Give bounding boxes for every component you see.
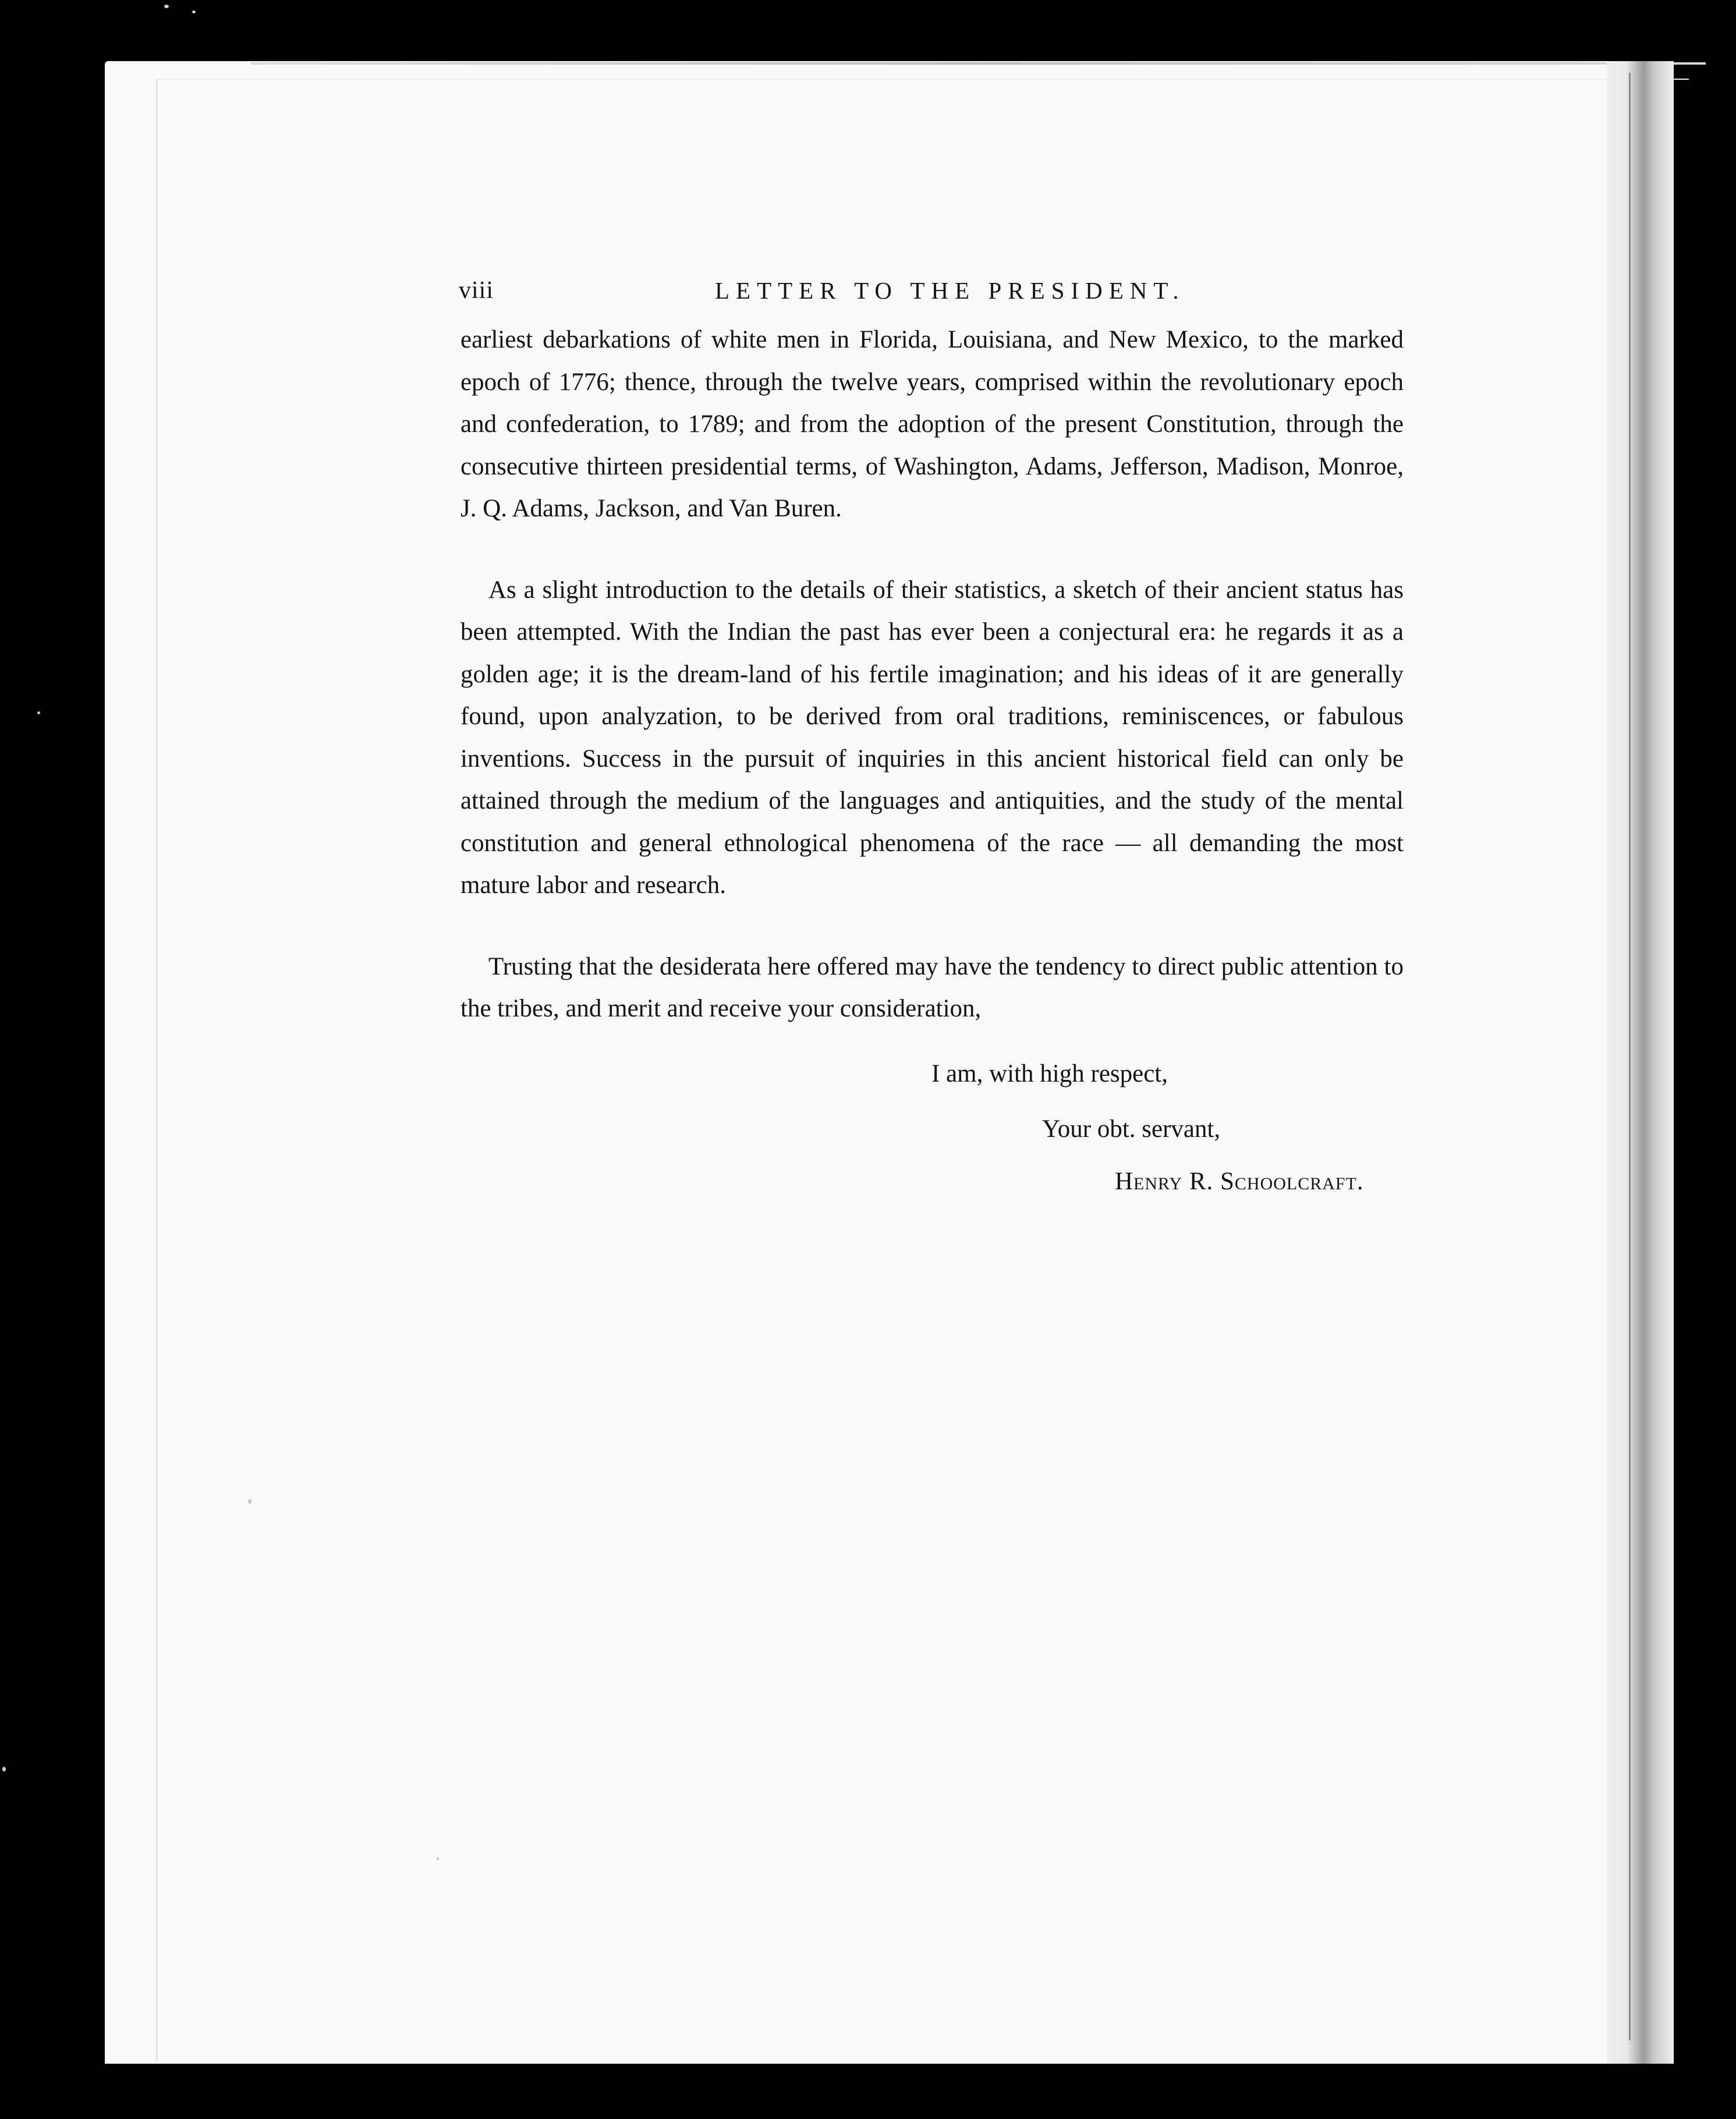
gutter-line xyxy=(1629,73,1631,2040)
scan-speck xyxy=(37,711,40,714)
page-header xyxy=(459,277,1403,311)
paragraph-closing-request: Trusting that the desiderata here offered may have the tendency to direct public attention to the tribes, and merit and receive your consideration, xyxy=(460,952,1404,1022)
closing-respect: I am, with high respect, xyxy=(931,1060,1168,1087)
page-top-edge xyxy=(250,62,1706,65)
scan-speck xyxy=(2,1767,6,1771)
letter-body xyxy=(460,319,1404,1069)
signature: Henry R. Schoolcraft. xyxy=(1115,1168,1364,1195)
page-number: viii xyxy=(459,277,494,304)
stray-mark xyxy=(437,1857,439,1861)
closing-servant: Your obt. servant, xyxy=(1042,1115,1221,1143)
stray-mark xyxy=(248,1499,251,1504)
scan-speck xyxy=(164,5,169,8)
running-head: LETTER TO THE PRESIDENT. xyxy=(715,277,1185,304)
book-gutter xyxy=(1607,61,1674,2064)
paragraph-continued: earliest debarkations of white men in Florida, Louisiana, and New Mexico, to the marked epoch of 1776; thence, through the twelve years, comprised within the revolutionary epoch and confederation, to 1789; and from the adoption of the present Constitution, through the consecutive thirteen presidential terms, of Washington, Adams, Jefferson, Madison, Monroe, J. Q. Adams, Jackson, and Van Buren. xyxy=(460,326,1404,522)
scan-speck xyxy=(192,10,196,13)
paragraph-ancient-status: As a slight introduction to the details of their statistics, a sketch of their ancient status has been attempted. With the Indian the past has ever been a conjectural era: he regards it as a golden age; it is the dream-land of his fertile imagination; and his ideas of it are generally found, upon analyzation, to be derived from oral traditions, reminiscences, or fabulous inventions. Success in the pursuit of inquiries in this ancient historical field can only be attained through the medium of the languages and antiquities, and the study of the mental constitution and general ethnological phenomena of the race — all demanding the most mature labor and research. xyxy=(460,576,1404,899)
